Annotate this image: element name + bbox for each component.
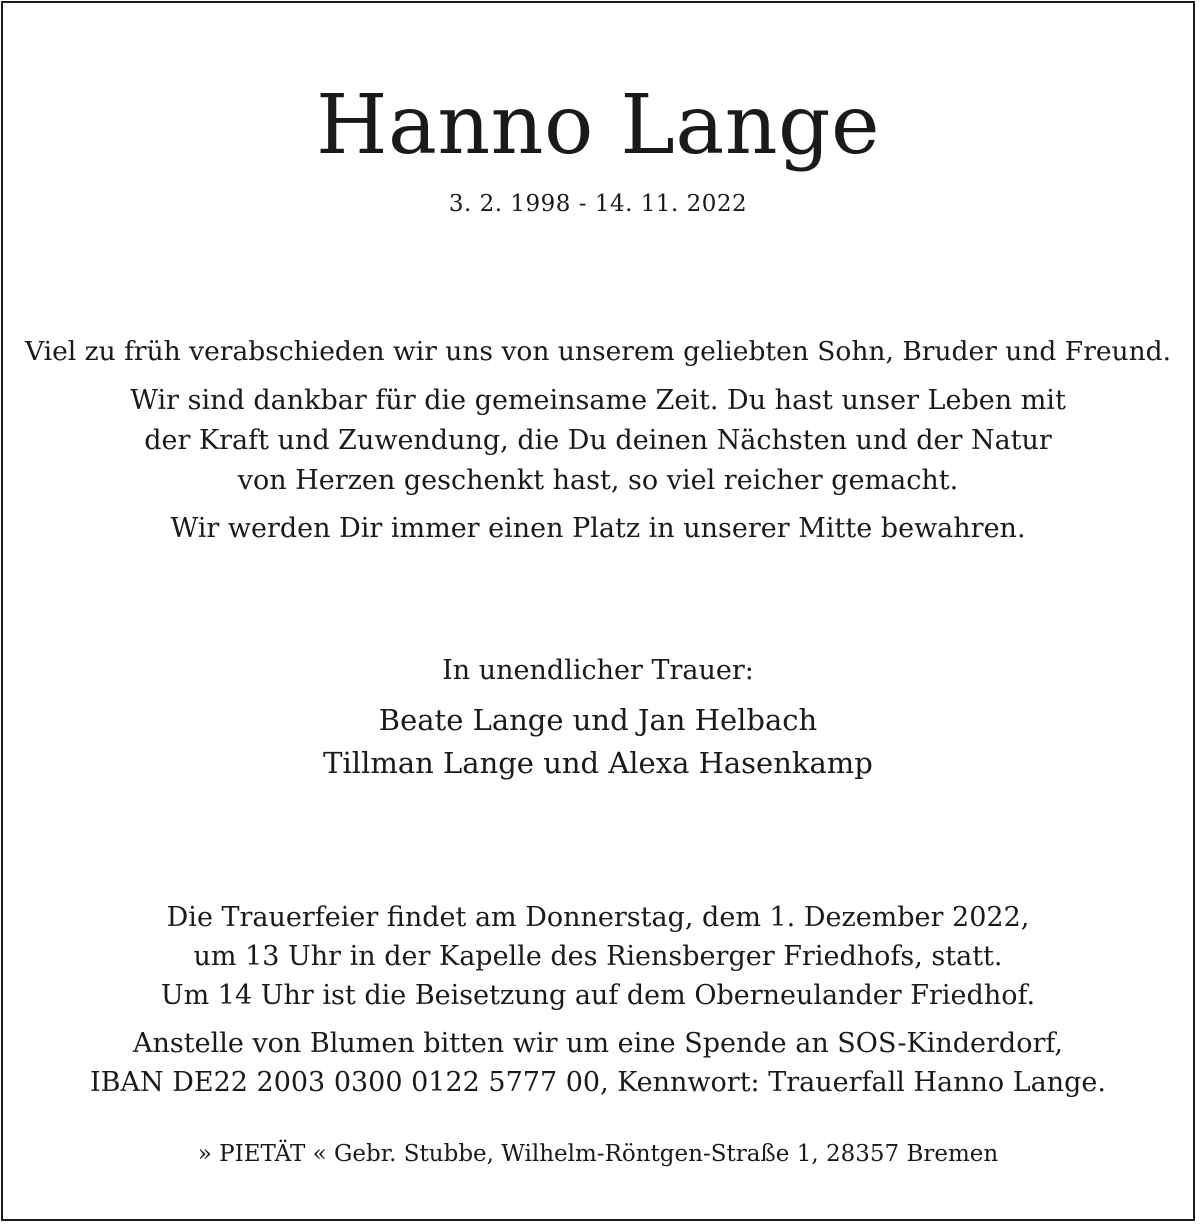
tribute-line-4: von Herzen geschenkt hast, so viel reicher gemacht. [237, 465, 959, 496]
tribute-line-3: der Kraft und Zuwendung, die Du deinen Nächsten und der Natur [144, 425, 1052, 456]
donation-line-1: Anstelle von Blumen bitten wir um eine Spende an SOS-Kinderdorf, [133, 1028, 1063, 1059]
tribute-line-2: Wir sind dankbar für die gemeinsame Zeit. Du hast unser Leben mit [130, 385, 1066, 416]
donation-line-2: IBAN DE22 2003 0300 0122 5777 00, Kennwort: Trauerfall Hanno Lange. [90, 1067, 1106, 1098]
mourner-line-2: Tillman Lange und Alexa Hasenkamp [323, 746, 873, 780]
deceased-name: Hanno Lange [315, 78, 881, 173]
obituary-notice [1, 1, 1195, 1221]
undertaker-line: » PIETÄT « Gebr. Stubbe, Wilhelm-Röntgen-Straße 1, 28357 Bremen [197, 1141, 999, 1167]
tribute-line-5: Wir werden Dir immer einen Platz in unserer Mitte bewahren. [170, 513, 1026, 544]
ceremony-line-3: Um 14 Uhr ist die Beisetzung auf dem Oberneulander Friedhof. [160, 980, 1036, 1011]
mourners-intro: In unendlicher Trauer: [442, 655, 754, 686]
life-dates: 3. 2. 1998 - 14. 11. 2022 [448, 191, 748, 217]
tribute-line-1: Viel zu früh verabschieden wir uns von unserem geliebten Sohn, Bruder und Freund. [24, 336, 1172, 367]
ceremony-line-1: Die Trauerfeier findet am Donnerstag, dem 1. Dezember 2022, [166, 902, 1030, 933]
mourner-line-1: Beate Lange und Jan Helbach [378, 703, 818, 737]
ceremony-line-2: um 13 Uhr in der Kapelle des Riensberger Friedhofs, statt. [193, 941, 1003, 972]
